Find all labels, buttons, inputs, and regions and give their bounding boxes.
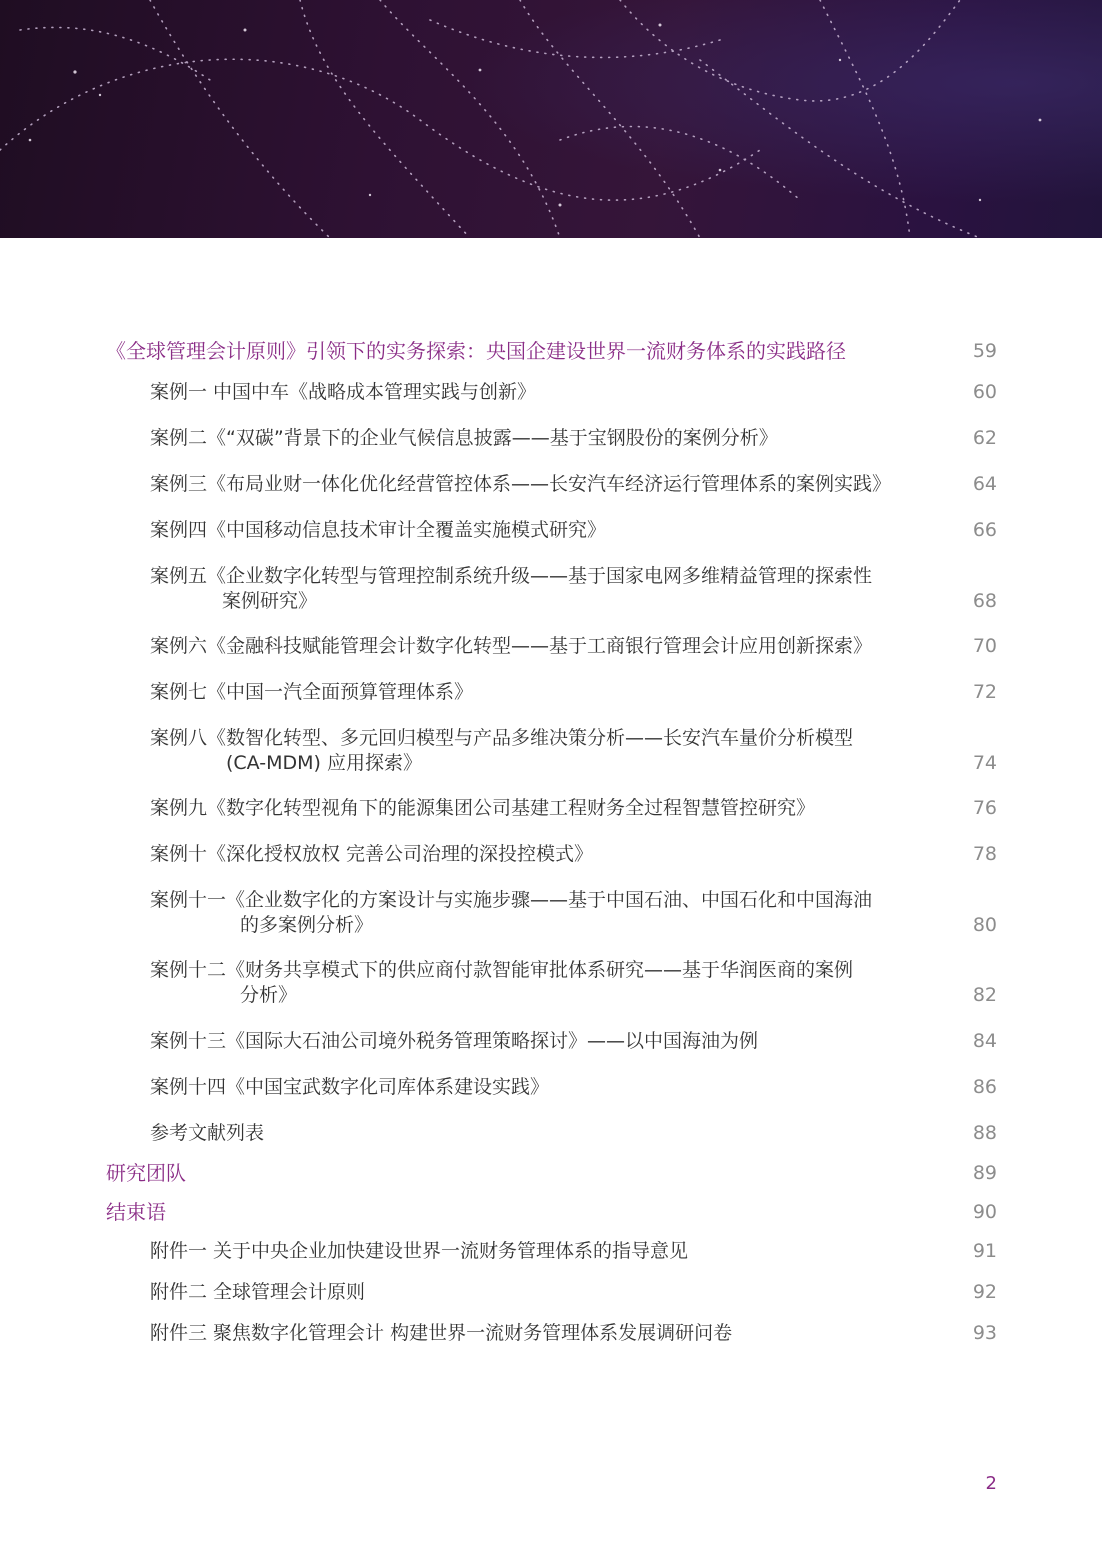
toc-page-number: 72 — [972, 681, 997, 703]
toc-page-number: 80 — [972, 914, 997, 936]
toc-page-number: 93 — [972, 1322, 997, 1344]
toc-entry-label: 案例十一《企业数字化的方案设计与实施步骤——基于中国石油、中国石化和中国海油 — [150, 889, 873, 911]
toc-entry-label: 案例九《数字化转型视角下的能源集团公司基建工程财务全过程智慧管控研究》 — [150, 797, 816, 819]
toc-entry-continuation: (CA-MDM) 应用探索》 — [226, 752, 422, 774]
toc-entry-case-14[interactable] — [150, 1075, 549, 1099]
toc-entry-case-3[interactable] — [150, 472, 891, 496]
toc-entry-case-9[interactable] — [150, 796, 815, 820]
toc-entry-label: 案例一 中国中车《战略成本管理实践与创新》 — [150, 381, 537, 403]
toc-page-number: 92 — [972, 1281, 997, 1303]
toc-entry-appendix-3[interactable] — [150, 1321, 732, 1345]
toc-entry-label: 案例十《深化授权放权 完善公司治理的深投控模式》 — [150, 843, 594, 865]
toc-entry-label: 案例四《中国移动信息技术审计全覆盖实施模式研究》 — [150, 519, 607, 541]
toc-entry-label: 案例二《“双碳”背景下的企业气候信息披露——基于宝钢股份的案例分析》 — [150, 427, 778, 449]
toc-page-number: 62 — [972, 427, 997, 449]
toc-entry-label: 结束语 — [106, 1200, 166, 1224]
toc-page-number: 59 — [972, 340, 997, 362]
toc-page-number: 91 — [972, 1240, 997, 1262]
toc-entry-case-4[interactable] — [150, 518, 606, 542]
toc-entry-continuation: 案例研究》 — [222, 590, 318, 612]
toc-entry-case-11[interactable] — [150, 888, 872, 912]
toc-entry-label: 案例十四《中国宝武数字化司库体系建设实践》 — [150, 1076, 550, 1098]
toc-entry-case-8[interactable] — [150, 726, 853, 750]
toc-entry-label: 参考文献列表 — [150, 1122, 265, 1144]
toc-page-number: 90 — [972, 1201, 997, 1223]
toc-entry-label: 研究团队 — [106, 1161, 186, 1185]
toc-entry-case-6[interactable] — [150, 634, 872, 658]
toc-entry-continuation: 的多案例分析》 — [240, 914, 374, 936]
toc-page-number: 88 — [972, 1122, 997, 1144]
toc-page-number: 89 — [972, 1162, 997, 1184]
toc-entry-case-5[interactable] — [150, 564, 872, 588]
toc-entry-appendix-1[interactable] — [150, 1239, 688, 1263]
toc-entry-conclusion[interactable] — [106, 1200, 166, 1224]
toc-entry-appendix-2[interactable] — [150, 1280, 365, 1304]
toc-page-number: 84 — [972, 1030, 997, 1052]
toc-entry-case-1[interactable] — [150, 380, 536, 404]
toc-entry-label: 《全球管理会计原则》引领下的实务探索：央国企建设世界一流财务体系的实践路径 — [106, 339, 846, 363]
toc-entry-label: 案例十三《国际大石油公司境外税务管理策略探讨》——以中国海油为例 — [150, 1030, 759, 1052]
toc-entry-label: 附件三 聚焦数字化管理会计 构建世界一流财务管理体系发展调研问卷 — [150, 1322, 733, 1344]
toc-entry-research-team[interactable] — [106, 1161, 186, 1185]
page-number: 2 — [985, 1473, 997, 1494]
toc-entry-label: 案例七《中国一汽全面预算管理体系》 — [150, 681, 474, 703]
toc-page-number: 86 — [972, 1076, 997, 1098]
toc-entry-global-principles[interactable] — [106, 339, 846, 363]
toc-entry-label: 附件一 关于中央企业加快建设世界一流财务管理体系的指导意见 — [150, 1240, 689, 1262]
toc-entry-label: 案例五《企业数字化转型与管理控制系统升级——基于国家电网多维精益管理的探索性 — [150, 565, 873, 587]
toc-entry-label: 案例三《布局业财一体化优化经营管控体系——长安汽车经济运行管理体系的案例实践》 — [150, 473, 892, 495]
toc-page-number: 74 — [972, 752, 997, 774]
toc-entry-case-13[interactable] — [150, 1029, 758, 1053]
toc-page-number: 68 — [972, 590, 997, 612]
toc-entry-label: 案例十二《财务共享模式下的供应商付款智能审批体系研究——基于华润医商的案例 — [150, 959, 854, 981]
toc-page-number: 66 — [972, 519, 997, 541]
toc-entry-label: 附件二 全球管理会计原则 — [150, 1281, 366, 1303]
toc-entry-references[interactable] — [150, 1121, 264, 1145]
toc-page-number: 70 — [972, 635, 997, 657]
toc-page-number: 76 — [972, 797, 997, 819]
toc-entry-label: 案例八《数智化转型、多元回归模型与产品多维决策分析——长安汽车量价分析模型 — [150, 727, 854, 749]
toc-entry-label: 案例六《金融科技赋能管理会计数字化转型——基于工商银行管理会计应用创新探索》 — [150, 635, 873, 657]
toc-page-number: 64 — [972, 473, 997, 495]
toc-page-number: 78 — [972, 843, 997, 865]
toc-entry-case-10[interactable] — [150, 842, 593, 866]
toc-page-number: 82 — [972, 984, 997, 1006]
toc-entry-continuation: 分析》 — [240, 984, 298, 1006]
toc-entry-case-7[interactable] — [150, 680, 473, 704]
toc-entry-case-2[interactable] — [150, 426, 778, 450]
toc-entry-case-12[interactable] — [150, 958, 853, 982]
toc-page-number: 60 — [972, 381, 997, 403]
